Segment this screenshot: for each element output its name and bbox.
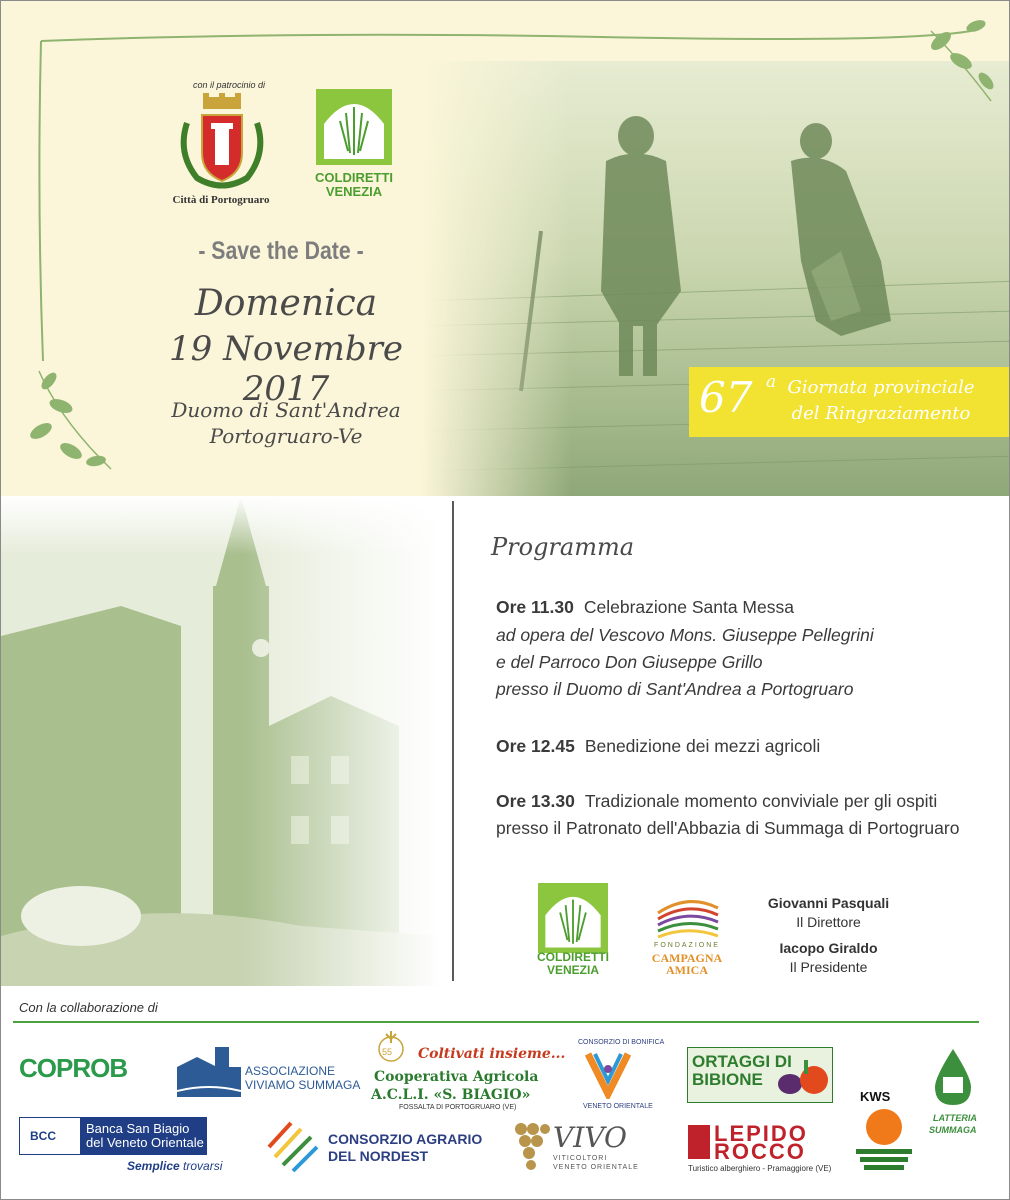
venue-name: Duomo di Sant'Andrea: [171, 398, 401, 422]
sponsor-kws: KWS: [860, 1089, 891, 1104]
programme-detail: ad opera del Vescovo Mons. Giuseppe Pellegrini: [496, 625, 874, 645]
sponsor-bonifica-bottom: VENETO ORIENTALE: [583, 1103, 653, 1110]
coldiretti-line1: COLDIRETTI: [537, 950, 609, 964]
sponsor-bcc-slogan-bold: Semplice: [127, 1159, 180, 1173]
lepido-mark-icon: [688, 1125, 710, 1159]
sponsor-bcc-line2: del Veneto Orientale: [86, 1135, 204, 1150]
sponsor-coprob: COPROB: [19, 1053, 128, 1083]
bonifica-v-icon: [583, 1049, 633, 1099]
sponsor-vivo-line2: VENETO ORIENTALE: [553, 1164, 639, 1171]
coldiretti-logo-icon: [316, 89, 392, 165]
sponsor-bcc-slogan-rest: trovarsi: [183, 1159, 223, 1173]
sponsor-ortaggi-line1: ORTAGGI DI: [692, 1052, 792, 1071]
collaboration-label: Con la collaborazione di: [19, 1000, 158, 1015]
programme-item-2: [496, 736, 820, 757]
programme-activity: Celebrazione Santa Messa: [583, 597, 794, 617]
coldiretti-line2: VENEZIA: [546, 963, 599, 977]
sponsor-consorzio-line2: DEL NORDEST: [328, 1148, 429, 1164]
patronage-label: con il patrocinio di: [192, 80, 266, 90]
programme-detail: e del Parroco Don Giuseppe Grillo: [496, 652, 763, 672]
sponsor-bcc-slogan: [127, 1159, 222, 1173]
cathedral-illustration: [1, 496, 441, 986]
sponsor-associazione: [245, 1064, 360, 1092]
sponsor-lepido-sub: Turistico alberghiero - Pramaggiore (VE): [688, 1164, 832, 1173]
programme-time: Ore 12.45: [496, 736, 575, 756]
sponsor-lepido-line1: LEPIDO: [714, 1121, 808, 1146]
sponsor-bonifica-top: CONSORZIO DI BONIFICA: [578, 1039, 665, 1046]
campagna-name-2: AMICA: [666, 963, 708, 977]
coldiretti-logo-icon: [538, 883, 608, 953]
programme-item-1: [496, 597, 794, 618]
programme-time: Ore 11.30: [496, 597, 574, 617]
kws-sun-icon: [856, 1107, 912, 1171]
coldiretti-line2: VENEZIA: [325, 184, 383, 199]
sponsor-coop-name: Cooperativa Agricola: [374, 1069, 539, 1085]
edition-number: 67: [699, 373, 753, 422]
sponsor-bcc-name: [80, 1118, 206, 1154]
signatory-role: Il Presidente: [789, 959, 868, 975]
header-section: [1, 1, 1010, 496]
sponsor-consorzio: [328, 1131, 482, 1165]
sponsor-associazione-line1: ASSOCIAZIONE: [245, 1064, 336, 1078]
abbey-icon: [177, 1047, 241, 1097]
campagna-amica-logo-icon: [653, 893, 723, 943]
sponsor-vivo-line1: VITICOLTORI: [553, 1155, 608, 1162]
sponsor-lepido-line2: ROCCO: [714, 1139, 806, 1164]
save-the-date-heading: - Save the Date -: [198, 237, 364, 265]
venue-city: Portogruaro-Ve: [209, 424, 363, 448]
sponsor-bcc: [19, 1117, 207, 1155]
sponsor-associazione-line2: VIVIAMO SUMMAGA: [245, 1078, 361, 1092]
coldiretti-line1: COLDIRETTI: [315, 170, 393, 185]
grape-icon: [511, 1117, 551, 1173]
programme-time: Ore 13.30: [496, 791, 575, 811]
programme-detail: presso il Patronato dell'Abbazia di Summaga di Portogruaro: [496, 818, 960, 838]
sponsor-ortaggi-line2: BIBIONE: [692, 1070, 763, 1089]
signatory-role: Il Direttore: [796, 914, 861, 930]
sponsor-bcc-line1: Banca San Biagio: [86, 1121, 190, 1136]
sponsor-coop-acli: A.C.L.I. «S. BIAGIO»: [371, 1087, 531, 1103]
coldiretti-signature-name: [529, 951, 617, 977]
portogruaro-crest-icon: [177, 93, 267, 193]
sponsor-bcc-short: BCC: [20, 1118, 80, 1154]
coldiretti-header-name: [306, 171, 402, 199]
vertical-divider: [452, 501, 454, 981]
programme-detail: presso il Duomo di Sant'Andrea a Portogruaro: [496, 679, 854, 699]
event-date: 19 Novembre 2017: [169, 329, 403, 409]
latteria-drop-icon: [931, 1047, 975, 1107]
edition-title-line2: del Ringraziamento: [791, 403, 971, 424]
sponsor-latteria-line2: SUMMAGA: [929, 1125, 977, 1135]
sponsor-coop-years: 55: [382, 1047, 393, 1057]
city-name: Città di Portogruaro: [172, 194, 270, 206]
sponsor-latteria-line1: LATTERIA: [933, 1113, 977, 1123]
campagna-name: CAMPAGNA: [651, 951, 723, 965]
footer-divider: [13, 1021, 979, 1023]
signatory-name: Iacopo Giraldo: [779, 940, 878, 956]
sponsor-vivo: VIVO: [553, 1121, 627, 1154]
vegetables-icon: [776, 1056, 832, 1098]
programme-activity: Benedizione dei mezzi agricoli: [584, 736, 821, 756]
edition-suffix: a: [766, 372, 777, 392]
campagna-label: FONDAZIONE: [654, 942, 720, 949]
signatory-name: Giovanni Pasquali: [767, 895, 890, 911]
sponsor-consorzio-line1: CONSORZIO AGRARIO: [328, 1131, 483, 1147]
anniversary-wheat-icon: [376, 1029, 406, 1063]
edition-title-line1: Giornata provinciale: [787, 377, 975, 398]
programme-activity: Tradizionale momento conviviale per gli ospiti: [584, 791, 938, 811]
sponsor-ortaggi: [687, 1047, 833, 1103]
event-day: Domenica: [194, 283, 378, 324]
consorzio-agrario-icon: [263, 1117, 321, 1175]
sponsor-coop-location: FOSSALTA DI PORTOGRUARO (VE): [399, 1104, 517, 1111]
programme-title: Programma: [491, 533, 635, 561]
programme-item-3: [496, 791, 937, 812]
sponsor-coop-slogan: Coltivati insieme...: [418, 1046, 566, 1062]
